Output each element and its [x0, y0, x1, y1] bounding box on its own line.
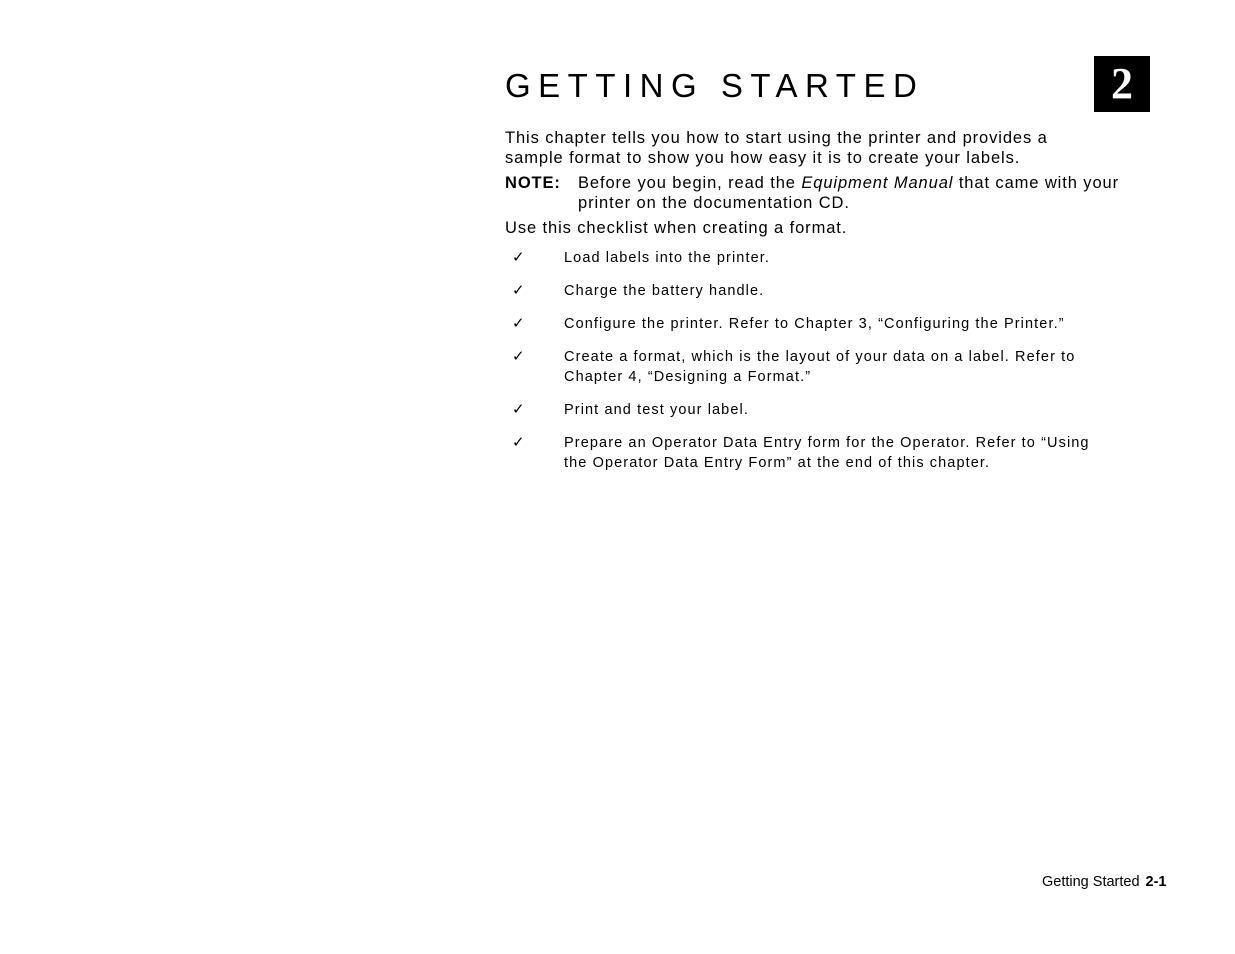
checklist-item	[512, 248, 1172, 268]
checklist-item-text: Load labels into the printer.	[564, 250, 771, 266]
footer-page-number: 2-1	[1145, 874, 1167, 890]
chapter-title: GETTING STARTED	[505, 67, 925, 104]
note-after: that came with your	[953, 174, 1119, 192]
checklist-item	[512, 281, 1172, 301]
note-label: NOTE:	[505, 174, 561, 192]
checkmark-icon: ✓	[512, 347, 526, 365]
note-line-2: printer on the documentation CD.	[578, 194, 850, 212]
checklist-item	[512, 347, 1172, 387]
checklist-item-text: Create a format, which is the layout of your data on a label. Refer to	[564, 349, 1076, 365]
checklist-item	[512, 433, 1172, 473]
checklist-item	[512, 400, 1172, 420]
intro-paragraph	[505, 128, 1048, 168]
checkmark-icon: ✓	[512, 281, 526, 299]
intro-line: This chapter tells you how to start using the printer and provides a	[505, 129, 1048, 147]
checklist-intro: Use this checklist when creating a format.	[505, 219, 848, 237]
checkmark-icon: ✓	[512, 400, 526, 418]
checklist-item-text: Print and test your label.	[564, 402, 749, 418]
checkmark-icon: ✓	[512, 314, 526, 332]
note-before: Before you begin, read the	[578, 174, 802, 192]
checklist-item	[512, 314, 1172, 334]
checklist-item-text: Configure the printer. Refer to Chapter 3, “Configuring the Printer.”	[564, 316, 1065, 332]
note-text	[578, 173, 1119, 213]
checklist-item-text: Prepare an Operator Data Entry form for the Operator. Refer to “Using	[564, 435, 1090, 451]
chapter-number-badge: 2	[1094, 56, 1150, 112]
equipment-manual-title: Equipment Manual	[801, 174, 954, 192]
checklist	[512, 248, 1172, 486]
page-footer	[1042, 872, 1167, 892]
footer-section-title: Getting Started	[1042, 874, 1140, 890]
checklist-item-text: the Operator Data Entry Form” at the end of this chapter.	[564, 455, 991, 471]
checkmark-icon: ✓	[512, 433, 526, 451]
checklist-item-text: Chapter 4, “Designing a Format.”	[564, 369, 812, 385]
intro-line: sample format to show you how easy it is to create your labels.	[505, 149, 1021, 167]
checklist-item-text: Charge the battery handle.	[564, 283, 765, 299]
checkmark-icon: ✓	[512, 248, 526, 266]
note-line-1	[578, 173, 1119, 193]
